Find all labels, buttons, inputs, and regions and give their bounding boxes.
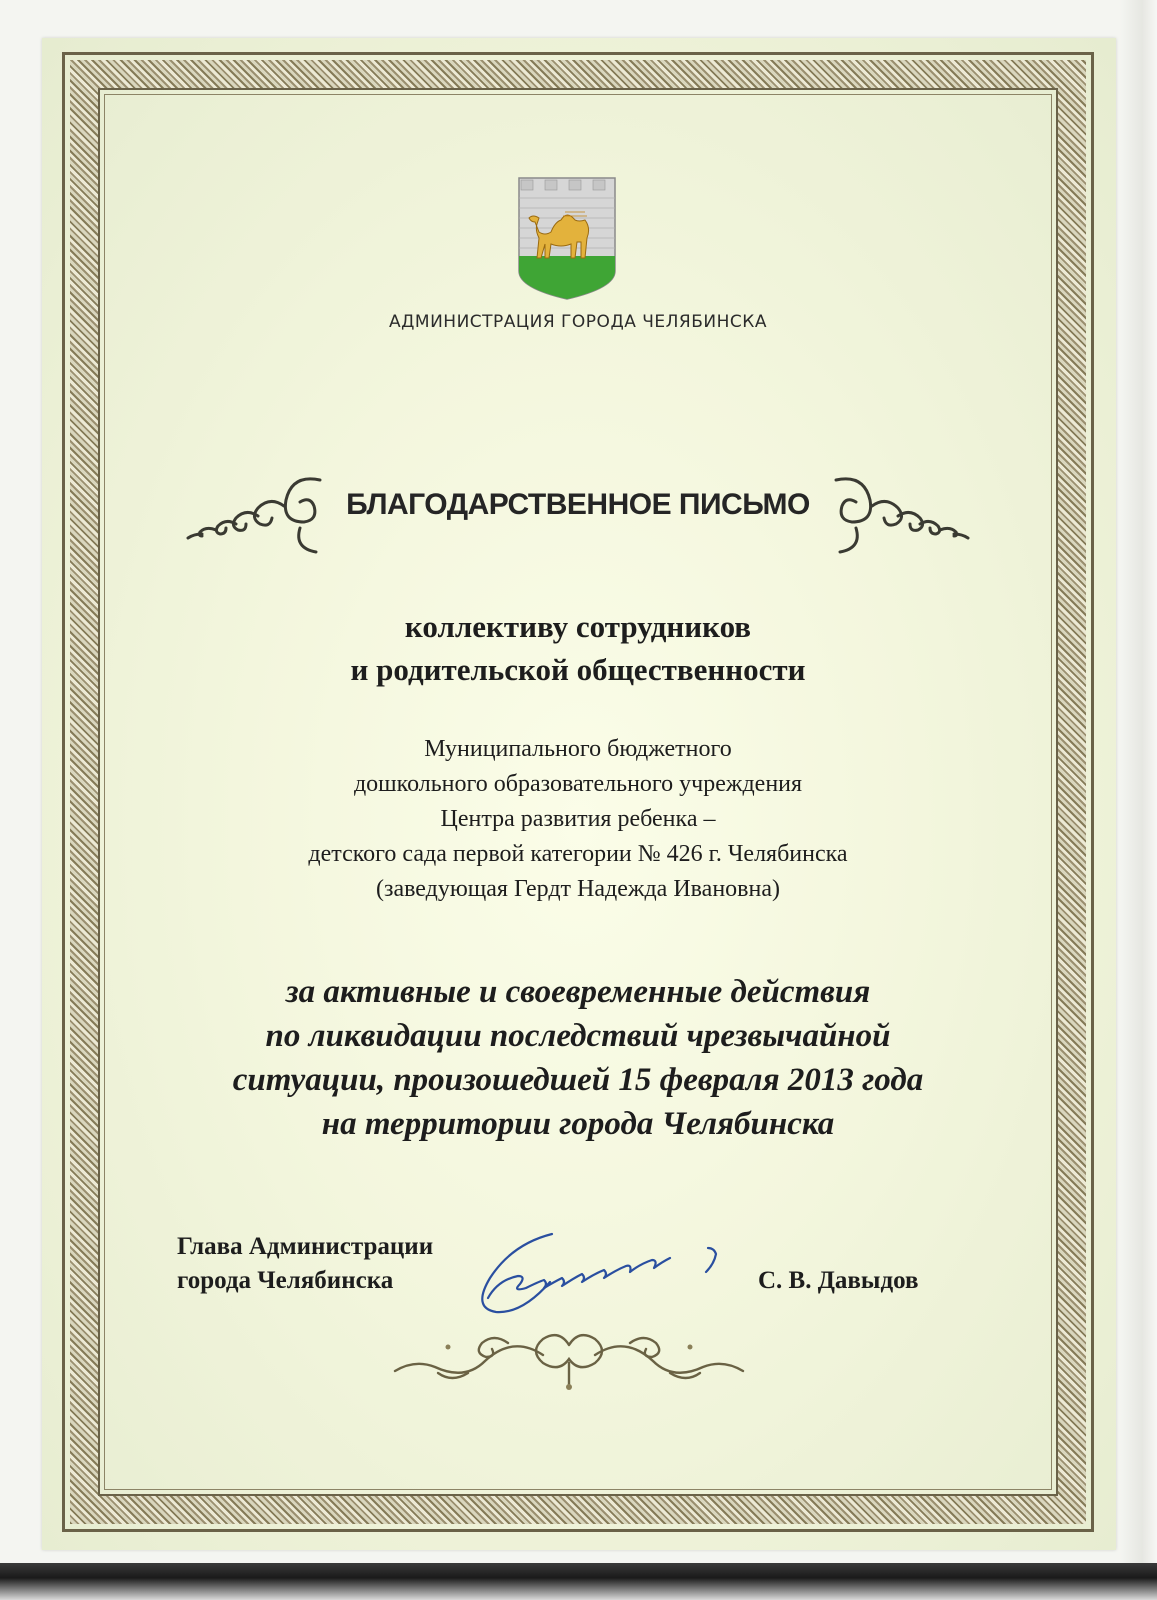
paper-edge-shadow (1120, 0, 1157, 1600)
reason-line: по ликвидации последствий чрезвычайной (265, 1018, 891, 1054)
institution-line: детского сада первой категории № 426 г. Челябинска (308, 841, 848, 867)
signatory-role-line: Глава Администрации (177, 1233, 434, 1260)
institution-line: (заведующая Гердт Надежда Ивановна) (375, 876, 780, 902)
institution-line: Центра развития ребенка – (440, 806, 716, 832)
signatory-name: С. В. Давыдов (758, 1267, 919, 1294)
reason-block (110, 970, 1046, 1146)
reason-line: ситуации, произошедшей 15 февраля 2013 года (232, 1062, 924, 1098)
recipient-block (110, 605, 1046, 691)
flourish-right-icon (826, 470, 976, 560)
reason-line: за активные и своевременные действия (285, 974, 871, 1010)
chelyabinsk-coat-of-arms-icon (517, 176, 617, 301)
issuing-organization: АДМИНИСТРАЦИЯ ГОРОДА ЧЕЛЯБИНСКА (389, 312, 767, 332)
handwritten-signature (460, 1220, 750, 1320)
signatory-role (177, 1230, 507, 1298)
title-row (180, 470, 976, 560)
bottom-ornament-icon (388, 1325, 750, 1395)
recipient-line: коллективу сотрудников (404, 609, 752, 644)
institution-block (110, 732, 1046, 907)
recipient-line: и родительской общественности (350, 652, 806, 687)
institution-line: Муниципального бюджетного (424, 736, 732, 762)
institution-line: дошкольного образовательного учреждения (353, 771, 803, 797)
signatory-role-line: города Челябинска (177, 1267, 394, 1294)
document-title: БЛАГОДАРСТВЕННОЕ ПИСЬМО (346, 488, 810, 521)
reason-line: на территории города Челябинска (321, 1106, 835, 1142)
scan-border (0, 1563, 1157, 1600)
certificate-content (110, 100, 1046, 1480)
